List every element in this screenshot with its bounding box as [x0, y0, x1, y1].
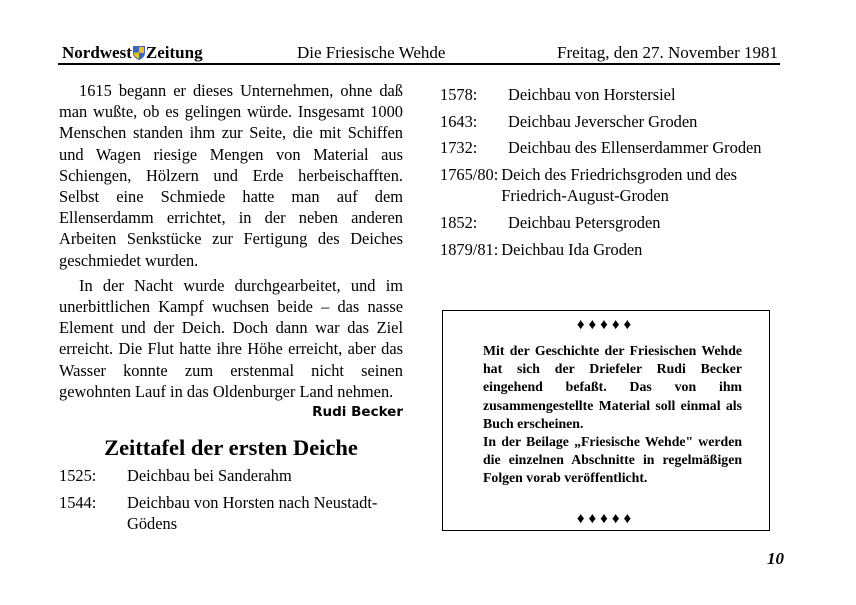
editorial-note-box	[442, 310, 770, 531]
article-paragraph-text: In der Nacht wurde durchgearbeitet, und im unerbittlichen Kampf wuchsen beide – das nasse Element und der Deich. Doch dann war das Ziel erreicht. Die Flut hatte ihre Höhe erreicht, aber das Wasser konnte zum erstenmal nicht seinen gewohnten Lauf in das Oldenburger Land nehmen.	[59, 275, 403, 401]
masthead-left: Nordwest	[62, 43, 132, 62]
timeline-entry	[440, 111, 780, 132]
timeline-text: Deichbau des Ellenserdammer Groden	[508, 138, 762, 158]
timeline-list-right	[440, 84, 780, 265]
timeline-entry	[440, 239, 780, 260]
timeline-entry	[440, 212, 780, 233]
timeline-list-left	[59, 465, 403, 540]
masthead-right: Zeitung	[145, 43, 203, 62]
timeline-entry	[59, 465, 403, 486]
article-body	[59, 80, 403, 423]
timeline-entry	[440, 137, 780, 158]
timeline-title: Zeittafel der ersten Deiche	[104, 435, 358, 460]
diamond-ornament-bottom: ♦♦♦♦♦	[576, 511, 636, 527]
timeline-year: 1525:	[59, 466, 97, 485]
timeline-year: 1765/80:	[440, 165, 499, 185]
timeline-text: Deichbau Ida Groden	[501, 239, 643, 259]
timeline-text: Deich des Friedrichsgroden und des Friedrich-August-Groden	[501, 165, 738, 206]
author-byline: Rudi Becker	[312, 404, 403, 421]
timeline-entry	[440, 164, 780, 206]
issue-date: Freitag, den 27. November 1981	[557, 43, 778, 62]
note-paragraph: In der Beilage „Friesische Wehde" werden die einzelnen Abschnitte in regelmäßigen Folgen vorab veröffentlicht.	[483, 434, 742, 486]
article-paragraph	[59, 275, 403, 421]
timeline-year: 1852:	[440, 213, 478, 233]
timeline-text: Deichbau von Horstersiel	[508, 85, 676, 104]
timeline-text: Deichbau von Horsten nach Neustadt-Gödens	[127, 492, 378, 533]
newspaper-masthead	[62, 43, 203, 63]
timeline-year: 1879/81:	[440, 239, 499, 259]
article-paragraph: 1615 begann er dieses Unternehmen, ohne daß man wußte, ob es gelingen würde. Insgesamt 1000 Menschen standen ihm zur Seite, die mit Schiffen und Wagen riesige Mengen von Material aus Schiengen, Hölzern und Erde herbeischafften. Selbst eine Schmiede hatte man auf dem Ellenserdamm errichtet, in der neben anderen Arbeiten Senkstücke zur Fertigung des Deiches geschmiedet wurden.	[59, 81, 403, 270]
timeline-text: Deichbau bei Sanderahm	[127, 466, 292, 485]
note-paragraph: Mit der Geschichte der Friesischen Wehde hat sich der Driefeler Rudi Becker eingehend befaßt. Das von ihm zusammengestellte Material soll einmal als Buch erscheinen.	[483, 343, 742, 431]
crest-icon	[133, 46, 145, 60]
timeline-year: 1578:	[440, 85, 478, 104]
editorial-note-text	[483, 342, 742, 488]
page-number: 10	[767, 549, 784, 568]
supplement-title: Die Friesische Wehde	[297, 43, 446, 62]
timeline-text: Deichbau Petersgroden	[508, 213, 661, 233]
diamond-ornament-top: ♦♦♦♦♦	[576, 317, 636, 333]
timeline-year: 1544:	[59, 492, 97, 512]
timeline-entry	[440, 84, 780, 105]
timeline-year: 1643:	[440, 111, 478, 131]
timeline-entry	[59, 492, 403, 534]
timeline-year: 1732:	[440, 138, 478, 158]
timeline-text: Deichbau Jeverscher Groden	[508, 111, 698, 131]
page-header	[58, 43, 780, 65]
